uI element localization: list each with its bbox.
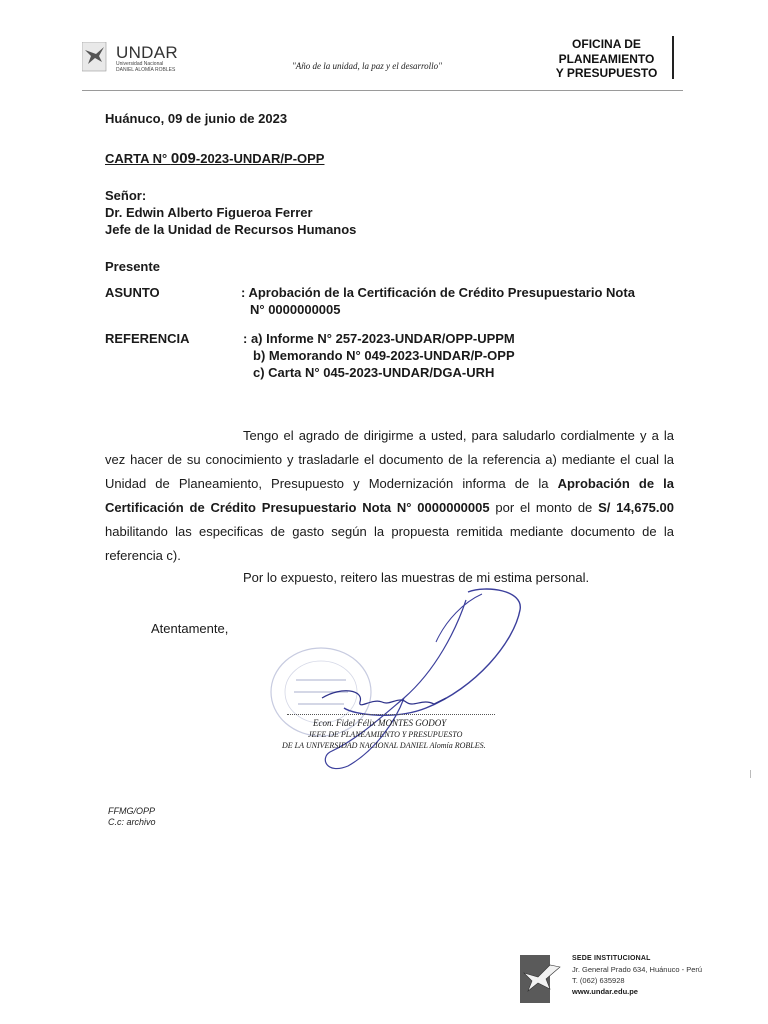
signature-line (287, 714, 495, 716)
reference-label: REFERENCIA (105, 331, 190, 346)
footer-phone: T. (062) 635928 (572, 976, 625, 985)
footer-website: www.undar.edu.pe (572, 987, 638, 996)
header-rule (82, 90, 683, 91)
footer-address: Jr. General Prado 634, Huánuco - Perú (572, 965, 703, 974)
scan-mark (750, 770, 751, 778)
presente-label: Presente (105, 259, 160, 274)
reference-number: 009 (170, 150, 196, 167)
reference-item-c: c) Carta N° 045-2023-UNDAR/DGA-URH (253, 365, 495, 380)
place-date: Huánuco, 09 de junio de 2023 (105, 111, 288, 126)
signatory-role-2: DE LA UNIVERSIDAD NACIONAL DANIEL Alomía ROBLES. (282, 741, 486, 750)
body-text-3: habilitando las especificas de gasto según la propuesta remitida mediante documento de la referencia c). (105, 524, 674, 564)
initials-line-1: FFMG/OPP (108, 806, 155, 816)
year-motto: "Año de la unidad, la paz y el desarrollo" (292, 61, 442, 71)
body-text-2: por el monto de (489, 500, 599, 516)
initials-line-2: C.c: archivo (108, 817, 156, 827)
reference-prefix: CARTA N° (105, 151, 171, 166)
office-line-2: PLANEAMIENTO (558, 51, 655, 66)
letter-reference-number (105, 150, 324, 167)
subject-label: ASUNTO (105, 285, 160, 300)
body-text-1: Tengo el agrado de dirigirme a usted, para saludarlo cordialmente y a la vez hacer de su conocimiento y trasladarle el documento de la referencia a) mediante el cual la Unidad de Planeamiento, Presupuesto y Modernización informa de la (105, 428, 674, 492)
reference-suffix: -2023-UNDAR/P-OPP (195, 151, 325, 166)
office-line-1: OFICINA DE (572, 37, 641, 51)
addressee-salutation: Señor: (105, 188, 147, 203)
office-line-3: Y PRESUPUESTO (555, 66, 658, 80)
signatory-role-1: JEFE DE PLANEAMIENTO Y PRESUPUESTO (308, 730, 463, 739)
office-name (545, 37, 668, 81)
addressee-name: Dr. Edwin Alberto Figueroa Ferrer (105, 205, 313, 220)
body-paragraph (105, 424, 674, 569)
footer-condor-icon (520, 955, 564, 1003)
subject-text-continued: N° 0000000005 (250, 302, 341, 317)
body-bold-amount: S/ 14,675.00 (598, 500, 674, 516)
logo-subtitle-2: DANIEL ALOMÍA ROBLES (116, 67, 176, 73)
logo-subtitle-1: Universidad Nacional (116, 61, 164, 67)
subject-text: : Aprobación de la Certificación de Crédito Presupuestario Nota (241, 285, 635, 300)
footer-title: SEDE INSTITUCIONAL (572, 955, 651, 962)
sign-off: Atentamente, (151, 621, 229, 636)
undar-logo-icon (82, 42, 110, 72)
closing-sentence: Por lo expuesto, reitero las muestras de mi estima personal. (243, 570, 590, 585)
handwritten-signature (286, 580, 546, 780)
logo-wordmark: UNDAR (116, 43, 178, 62)
body-bold-approval: Aprobación de la Certificación de Crédito Presupuestario Nota N° 0000000005 (105, 476, 674, 516)
office-divider (672, 36, 674, 79)
addressee-title: Jefe de la Unidad de Recursos Humanos (105, 222, 357, 237)
reference-item-a: : a) Informe N° 257-2023-UNDAR/OPP-UPPM (243, 331, 515, 346)
reference-item-b: b) Memorando N° 049-2023-UNDAR/P-OPP (253, 348, 515, 363)
reference-initials (108, 806, 156, 828)
signatory-name: Econ. Fidel Félix MONTES GODOY (313, 718, 447, 728)
